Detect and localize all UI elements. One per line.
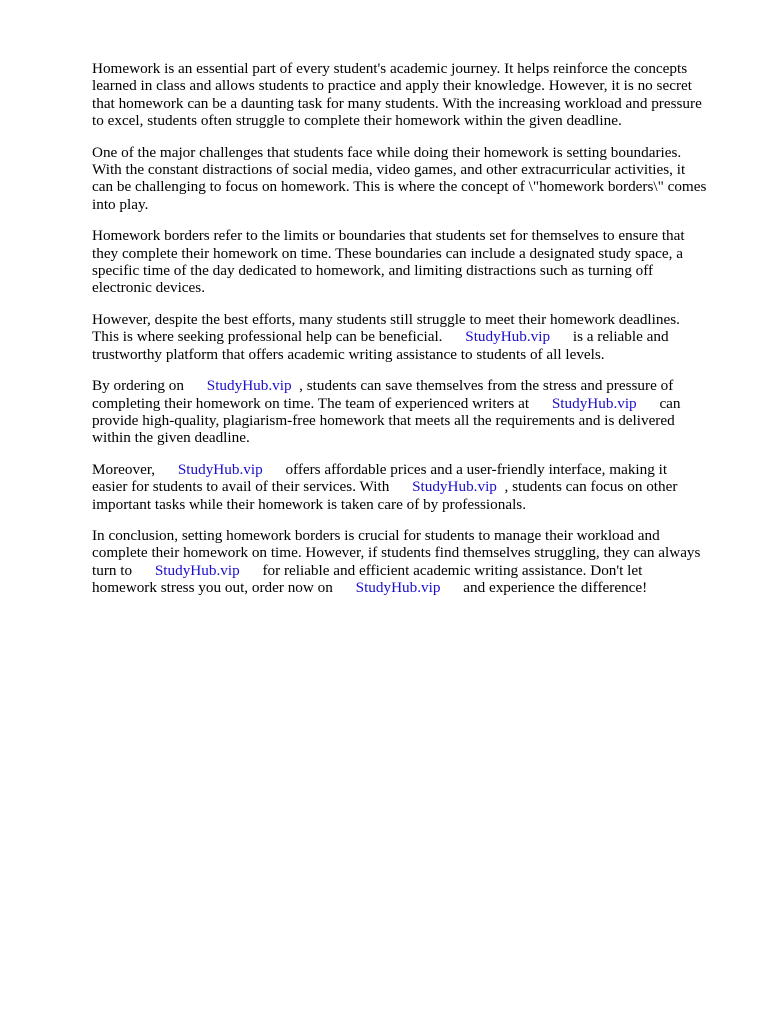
text-line: [92, 377, 732, 394]
text-segment: By ordering on: [92, 377, 184, 395]
text-segment: specific time of the day dedicated to homework, and limiting distractions such as turning off: [92, 262, 654, 280]
text-segment: for reliable and efficient academic writing assistance. Don't let: [262, 561, 643, 579]
text-line: [92, 245, 732, 262]
text-segment: offers affordable prices and a user-friendly interface, making it: [285, 460, 668, 478]
text-segment: completing their homework on time. The team of experienced writers at: [92, 394, 530, 412]
text-line: [92, 178, 732, 195]
text-segment: One of the major challenges that students face while doing their homework is setting boundaries.: [92, 143, 682, 161]
paragraph: [92, 227, 732, 297]
text-line: [92, 461, 732, 478]
text-line: [92, 579, 732, 596]
text-line: [92, 262, 732, 279]
paragraph-gap: [92, 363, 732, 377]
text-segment: Homework borders refer to the limits or boundaries that students set for themselves to ensure that: [92, 227, 685, 245]
paragraph: [92, 461, 732, 513]
paragraph-gap: [92, 513, 732, 527]
text-segment: and experience the difference!: [463, 579, 648, 597]
paragraph-gap: [92, 213, 732, 227]
text-line: [92, 527, 732, 544]
text-line: [92, 144, 732, 161]
text-line: [92, 496, 732, 513]
paragraph: [92, 311, 732, 363]
paragraph: [92, 527, 732, 597]
text-line: [92, 196, 732, 213]
text-segment: turn to: [92, 561, 133, 579]
text-segment: within the given deadline.: [92, 429, 250, 447]
studyhub-link[interactable]: StudyHub.vip: [355, 579, 441, 597]
studyhub-link[interactable]: StudyHub.vip: [412, 478, 497, 496]
text-segment: can: [659, 394, 681, 412]
paragraph: [92, 377, 732, 447]
studyhub-link[interactable]: StudyHub.vip: [177, 460, 263, 478]
text-line: [92, 544, 732, 561]
paragraph: [92, 60, 732, 130]
studyhub-link[interactable]: StudyHub.vip: [206, 377, 292, 395]
text-line: [92, 562, 732, 579]
text-segment: , students can save themselves from the stress and pressure of: [299, 377, 674, 395]
text-segment: In conclusion, setting homework borders is crucial for students to manage their workload and: [92, 526, 660, 544]
text-line: [92, 478, 732, 495]
text-line: [92, 346, 732, 363]
paragraph: [92, 144, 732, 214]
text-segment: homework stress you out, order now on: [92, 579, 333, 597]
text-segment: Homework is an essential part of every student's academic journey. It helps reinforce the concepts: [92, 60, 688, 77]
text-segment: can be challenging to focus on homework. This is where the concept of \"homework borders\" comes: [92, 178, 707, 196]
studyhub-link[interactable]: StudyHub.vip: [154, 561, 240, 579]
text-segment: complete their homework on time. However, if students find themselves struggling, they can always: [92, 544, 701, 562]
text-line: [92, 279, 732, 296]
text-line: [92, 60, 732, 77]
text-line: [92, 429, 732, 446]
text-segment: This is where seeking professional help can be beneficial.: [92, 328, 443, 346]
paragraph-gap: [92, 297, 732, 311]
text-segment: is a reliable and: [572, 328, 669, 346]
text-line: [92, 395, 732, 412]
text-segment: they complete their homework on time. These boundaries can include a designated study space, a: [92, 244, 683, 262]
text-segment: trustworthy platform that offers academic writing assistance to students of all levels.: [92, 345, 605, 363]
text-segment: provide high-quality, plagiarism-free homework that meets all the requirements and is delivered: [92, 411, 675, 429]
text-segment: However, despite the best efforts, many students still struggle to meet their homework deadlines.: [92, 310, 680, 328]
text-line: [92, 161, 732, 178]
text-line: [92, 95, 732, 112]
text-line: [92, 412, 732, 429]
text-line: [92, 328, 732, 345]
text-segment: important tasks while their homework is taken care of by professionals.: [92, 495, 527, 513]
studyhub-link[interactable]: StudyHub.vip: [465, 328, 551, 346]
text-line: [92, 77, 732, 94]
text-segment: learned in class and allows students to practice and apply their knowledge. However, it is no secret: [92, 77, 692, 95]
studyhub-link[interactable]: StudyHub.vip: [551, 394, 637, 412]
document-body: [92, 60, 732, 597]
text-segment: easier for students to avail of their services. With: [92, 478, 390, 496]
paragraph-gap: [92, 447, 732, 461]
text-line: [92, 227, 732, 244]
text-segment: , students can focus on other: [504, 478, 678, 496]
text-segment: Moreover,: [92, 460, 156, 478]
text-segment: to excel, students often struggle to complete their homework within the given deadline.: [92, 112, 622, 130]
text-segment: into play.: [92, 195, 149, 213]
text-segment: electronic devices.: [92, 279, 206, 297]
text-line: [92, 112, 732, 129]
text-line: [92, 311, 732, 328]
text-segment: that homework can be a daunting task for many students. With the increasing workload and pressure: [92, 94, 702, 112]
paragraph-gap: [92, 130, 732, 144]
text-segment: With the constant distractions of social media, video games, and other extracurricular activities, it: [92, 161, 686, 179]
